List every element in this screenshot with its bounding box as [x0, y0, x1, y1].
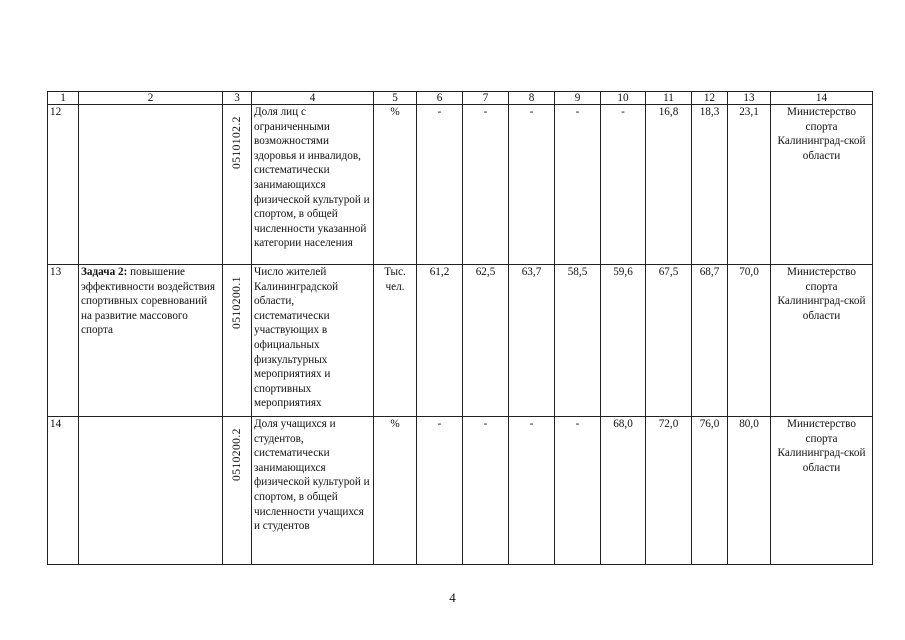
value-cell: -: [417, 417, 463, 565]
row-number: 13: [48, 265, 79, 417]
indicator-code: 0510200.2: [230, 428, 243, 481]
value-cell: 61,2: [417, 265, 463, 417]
header-cell: 12: [692, 92, 728, 105]
header-cell: 5: [374, 92, 417, 105]
value-cell: 62,5: [463, 265, 509, 417]
value-cell: 76,0: [692, 417, 728, 565]
value-cell: -: [509, 417, 555, 565]
task-text: повышение эффективности воздействия спортивных соревнований на развитие массового спорта: [81, 266, 216, 337]
header-cell: 2: [79, 92, 223, 105]
header-cell: 1: [48, 92, 79, 105]
header-cell: 3: [223, 92, 252, 105]
responsible-cell: Министерство спорта Калининград-ской области: [771, 417, 873, 565]
task-label: Задача 2:: [81, 266, 128, 278]
value-cell: -: [463, 105, 509, 265]
value-cell: -: [417, 105, 463, 265]
value-cell: -: [509, 105, 555, 265]
row-number: 12: [48, 105, 79, 265]
value-cell: 18,3: [692, 105, 728, 265]
value-cell: 80,0: [728, 417, 771, 565]
unit-cell: Тыс. чел.: [374, 265, 417, 417]
table-row: [48, 105, 873, 265]
table-row: [48, 417, 873, 565]
code-cell: [223, 105, 252, 265]
header-cell: 11: [646, 92, 692, 105]
header-row: [48, 92, 873, 105]
header-cell: 14: [771, 92, 873, 105]
value-cell: 63,7: [509, 265, 555, 417]
responsible-cell: Министерство спорта Калининград-ской области: [771, 265, 873, 417]
value-cell: -: [555, 417, 601, 565]
header-cell: 6: [417, 92, 463, 105]
header-cell: 9: [555, 92, 601, 105]
task-cell: [79, 105, 223, 265]
value-cell: 16,8: [646, 105, 692, 265]
value-cell: 68,7: [692, 265, 728, 417]
indicator-name: Доля лиц с ограниченными возможностями здоровья и инвалидов, систематически занимающихся физической культурой и спортом, в общей численности указанной категории населения: [252, 105, 374, 265]
indicator-code: 0510200.1: [230, 276, 243, 329]
value-cell: 59,6: [601, 265, 646, 417]
header-cell: 13: [728, 92, 771, 105]
code-cell: [223, 417, 252, 565]
header-cell: 10: [601, 92, 646, 105]
header-cell: 8: [509, 92, 555, 105]
value-cell: 70,0: [728, 265, 771, 417]
row-number: 14: [48, 417, 79, 565]
indicator-name: Доля учащихся и студентов, систематически занимающихся физической культурой и спортом, в общей численности учащихся и студентов: [252, 417, 374, 565]
indicator-name: Число жителей Калининградской области, систематически участвующих в официальных физкультурных мероприятиях и спортивных мероприятиях: [252, 265, 374, 417]
indicators-table: [47, 91, 873, 565]
indicator-code: 0510102.2: [230, 116, 243, 169]
header-cell: 7: [463, 92, 509, 105]
header-cell: 4: [252, 92, 374, 105]
value-cell: 58,5: [555, 265, 601, 417]
value-cell: -: [555, 105, 601, 265]
value-cell: 68,0: [601, 417, 646, 565]
table-row: [48, 265, 873, 417]
code-cell: [223, 265, 252, 417]
unit-cell: %: [374, 417, 417, 565]
unit-cell: %: [374, 105, 417, 265]
value-cell: 72,0: [646, 417, 692, 565]
value-cell: 67,5: [646, 265, 692, 417]
responsible-cell: Министерство спорта Калининград-ской области: [771, 105, 873, 265]
value-cell: -: [601, 105, 646, 265]
value-cell: -: [463, 417, 509, 565]
value-cell: 23,1: [728, 105, 771, 265]
task-cell: [79, 417, 223, 565]
page-number: 4: [449, 590, 456, 605]
task-cell: [79, 265, 223, 417]
